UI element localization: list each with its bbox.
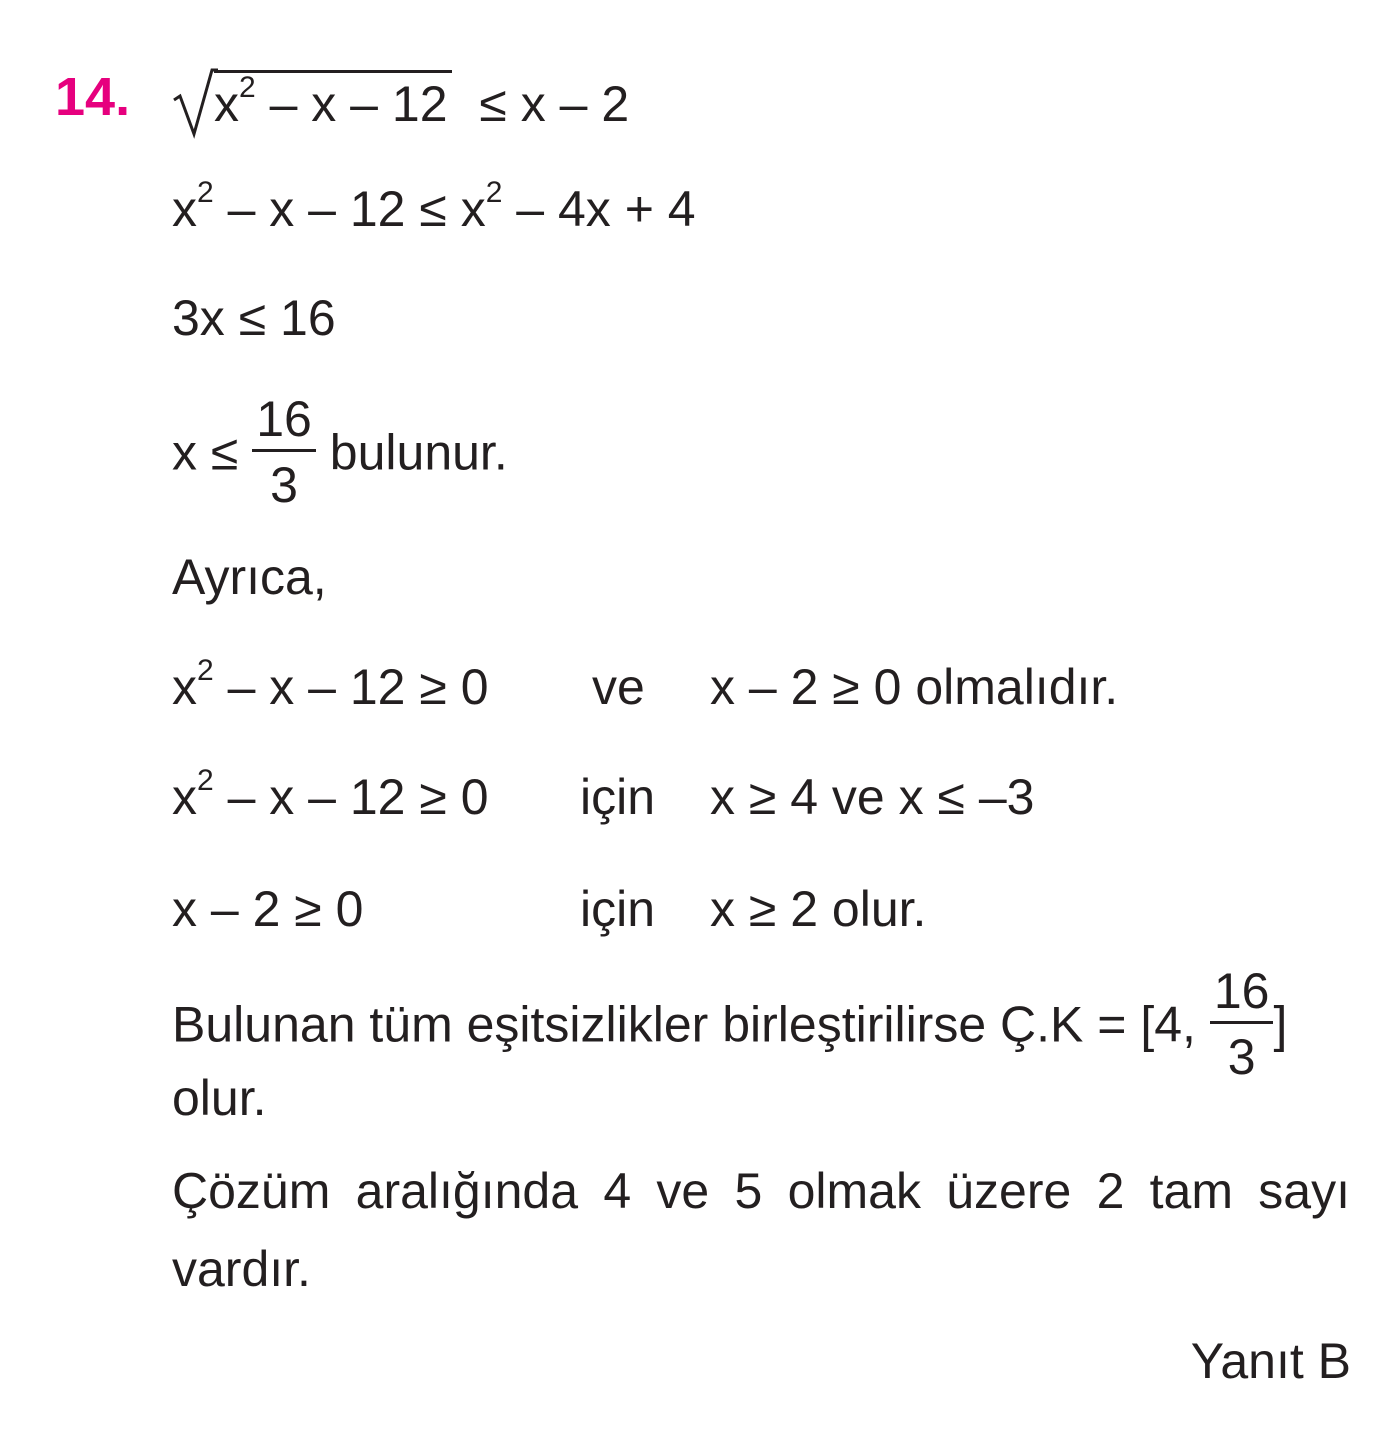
square-root bbox=[172, 70, 452, 132]
step-1: $x^2 - x - 12 \le x^2 - 4x + 4$ bbox=[172, 176, 696, 237]
step-4: Ayrıca, bbox=[172, 549, 327, 605]
radical-sign-icon bbox=[172, 50, 218, 142]
step-9-line-1: Çözüm aralığında 4 ve 5 olmak üzere 2 tam sayı bbox=[172, 1163, 1350, 1219]
step-2: 3x ≤ 16 bbox=[172, 290, 336, 346]
answer: Yanıt B bbox=[1190, 1333, 1351, 1389]
radicand: $x^2$ – x – 12 bbox=[214, 70, 452, 129]
step-8-continuation: olur. bbox=[172, 1070, 267, 1126]
problem-number: 14. bbox=[55, 67, 131, 127]
step-9-line-2: vardır. bbox=[172, 1241, 311, 1297]
statement-rhs: ≤ x – 2 bbox=[479, 76, 630, 132]
step-3: x ≤ $\frac{16}{3}$ bulunur. bbox=[172, 391, 508, 513]
problem-statement bbox=[172, 70, 630, 132]
fraction-16-3-solution: $\frac{16}{3}$ bbox=[1210, 964, 1274, 1085]
step-8: Bulunan tüm eşitsizlikler birleştirilirse Ç.K = [4, $\frac{16}{3}$ ] bbox=[172, 963, 1288, 1085]
fraction-16-3: $\frac{16}{3}$ bbox=[252, 392, 316, 513]
